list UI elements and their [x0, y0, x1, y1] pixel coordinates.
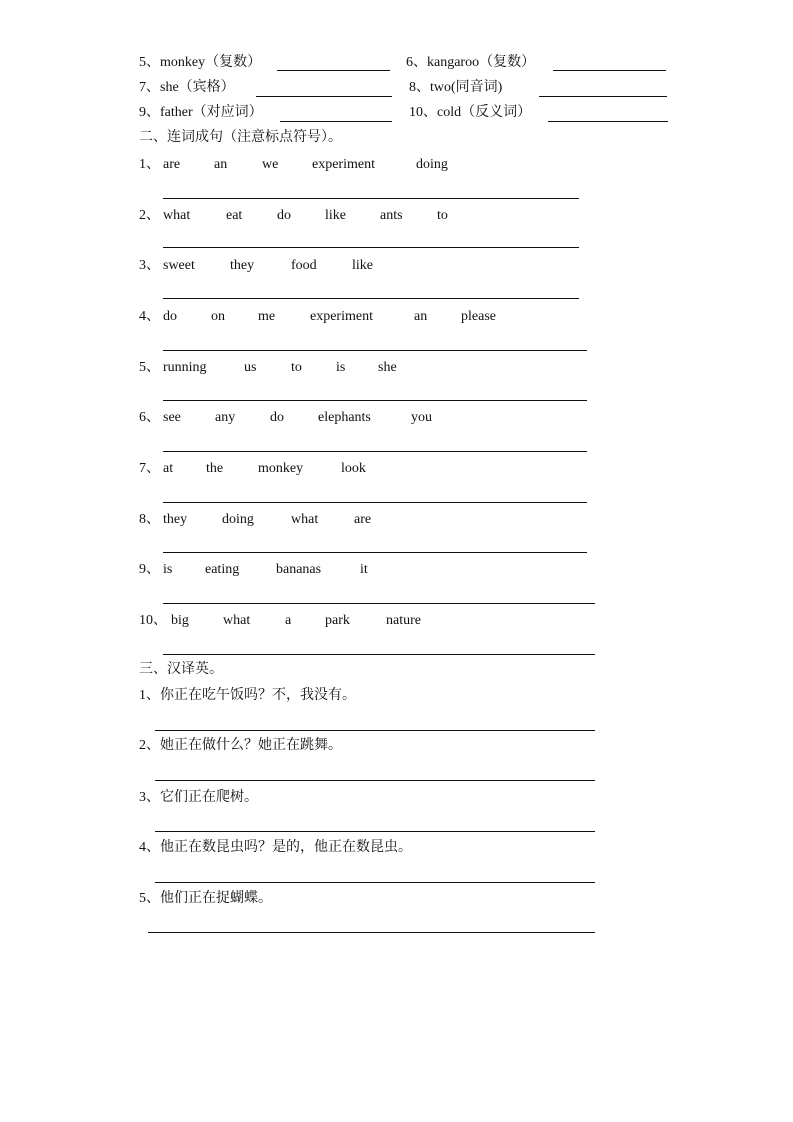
- scrambled-word: on: [211, 309, 225, 324]
- answer-line-vocab-9[interactable]: [280, 121, 392, 122]
- answer-line-sentence[interactable]: [163, 552, 587, 553]
- scrambled-word: eat: [226, 208, 243, 223]
- answer-line-sentence[interactable]: [163, 198, 579, 199]
- answer-line-vocab-8[interactable]: [539, 96, 667, 97]
- scrambled-word: us: [244, 360, 257, 375]
- answer-line-sentence[interactable]: [163, 603, 595, 604]
- answer-line-sentence[interactable]: [163, 400, 587, 401]
- scrambled-word: monkey: [258, 461, 304, 476]
- scrambled-word: what: [223, 613, 251, 628]
- scrambled-word: an: [214, 157, 228, 172]
- translation-prompt: 3、它们正在爬树。: [139, 790, 258, 805]
- scrambled-word: running: [163, 360, 207, 375]
- scrambled-word: ants: [380, 208, 403, 223]
- answer-line-vocab-5[interactable]: [277, 70, 390, 71]
- answer-line-sentence[interactable]: [163, 350, 587, 351]
- scrambled-word: park: [325, 613, 350, 628]
- answer-line-translation[interactable]: [155, 831, 595, 832]
- order-item-number: 1、: [139, 157, 160, 172]
- scrambled-word: do: [277, 208, 291, 223]
- translation-prompt: 1、你正在吃午饭吗？不，我没有。: [139, 688, 356, 703]
- answer-line-vocab-10[interactable]: [548, 121, 668, 122]
- scrambled-word: what: [163, 208, 191, 223]
- scrambled-word: me: [258, 309, 276, 324]
- scrambled-word: please: [461, 309, 496, 324]
- vocab-item-10: 10、cold（反义词）: [409, 105, 532, 120]
- scrambled-word: to: [291, 360, 302, 375]
- section-heading-3: 三、汉译英。: [139, 662, 223, 677]
- scrambled-word: bananas: [276, 562, 322, 577]
- answer-line-sentence[interactable]: [163, 298, 579, 299]
- scrambled-word: an: [414, 309, 428, 324]
- answer-line-sentence[interactable]: [163, 451, 587, 452]
- answer-line-sentence[interactable]: [163, 502, 587, 503]
- order-item-number: 6、: [139, 410, 160, 425]
- scrambled-word: at: [163, 461, 174, 476]
- answer-line-vocab-7[interactable]: [256, 96, 392, 97]
- vocab-item-6: 6、kangaroo（复数）: [406, 55, 536, 70]
- answer-line-sentence[interactable]: [163, 247, 579, 248]
- order-item-number: 10、: [139, 613, 167, 628]
- order-item-number: 5、: [139, 360, 160, 375]
- order-item-number: 2、: [139, 208, 160, 223]
- order-item-number: 8、: [139, 512, 160, 527]
- scrambled-word: experiment: [310, 309, 373, 324]
- translation-prompt: 2、她正在做什么？她正在跳舞。: [139, 738, 342, 753]
- scrambled-word: you: [411, 410, 432, 425]
- scrambled-word: any: [215, 410, 236, 425]
- scrambled-word: the: [206, 461, 224, 476]
- scrambled-word: experiment: [312, 157, 375, 172]
- scrambled-word: she: [378, 360, 397, 375]
- section-heading-2: 二、连词成句（注意标点符号）。: [139, 130, 342, 145]
- scrambled-word: eating: [205, 562, 240, 577]
- translation-prompt: 4、他正在数昆虫吗？是的，他正在数昆虫。: [139, 840, 412, 855]
- scrambled-word: do: [270, 410, 284, 425]
- vocab-item-8: 8、two(同音词): [409, 80, 503, 95]
- scrambled-word: like: [325, 208, 346, 223]
- order-item-number: 4、: [139, 309, 160, 324]
- scrambled-word: like: [352, 258, 373, 273]
- order-item-number: 9、: [139, 562, 160, 577]
- scrambled-word: elephants: [318, 410, 371, 425]
- scrambled-word: are: [354, 512, 372, 527]
- answer-line-sentence[interactable]: [163, 654, 595, 655]
- scrambled-word: look: [341, 461, 366, 476]
- scrambled-word: to: [437, 208, 448, 223]
- answer-line-translation[interactable]: [155, 780, 595, 781]
- scrambled-word: it: [360, 562, 368, 577]
- scrambled-word: are: [163, 157, 181, 172]
- vocab-item-9: 9、father（对应词）: [139, 105, 263, 120]
- scrambled-word: a: [285, 613, 292, 628]
- answer-line-vocab-6[interactable]: [553, 70, 666, 71]
- scrambled-word: big: [171, 613, 189, 628]
- order-item-number: 3、: [139, 258, 160, 273]
- answer-line-translation[interactable]: [155, 882, 595, 883]
- translation-prompt: 5、他们正在捉蝴蝶。: [139, 891, 272, 906]
- answer-line-translation[interactable]: [148, 932, 595, 933]
- scrambled-word: what: [291, 512, 319, 527]
- scrambled-word: food: [291, 258, 317, 273]
- scrambled-word: sweet: [163, 258, 195, 273]
- scrambled-word: is: [163, 562, 173, 577]
- order-item-number: 7、: [139, 461, 160, 476]
- scrambled-word: is: [336, 360, 346, 375]
- scrambled-word: they: [230, 258, 255, 273]
- scrambled-word: doing: [222, 512, 254, 527]
- scrambled-word: nature: [386, 613, 421, 628]
- vocab-item-7: 7、she（宾格）: [139, 80, 235, 95]
- answer-line-translation[interactable]: [155, 730, 595, 731]
- scrambled-word: do: [163, 309, 177, 324]
- scrambled-word: see: [163, 410, 181, 425]
- vocab-item-5: 5、monkey（复数）: [139, 55, 262, 70]
- scrambled-word: they: [163, 512, 188, 527]
- scrambled-word: doing: [416, 157, 448, 172]
- scrambled-word: we: [262, 157, 279, 172]
